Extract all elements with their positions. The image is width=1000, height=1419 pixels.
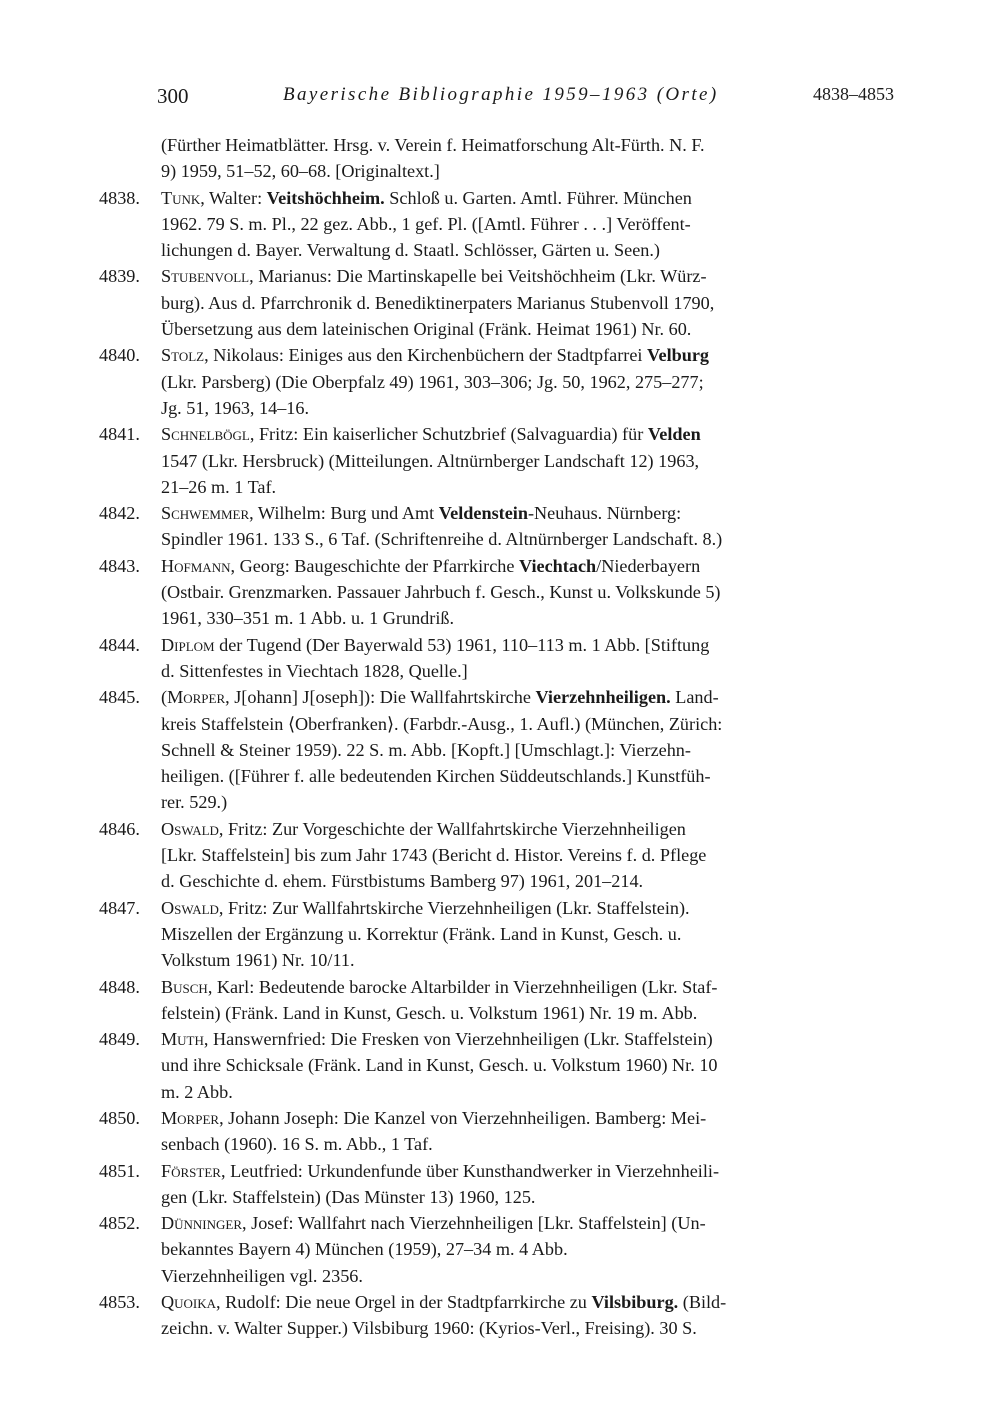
text-line [0, 711, 1000, 737]
entry-number: 4839. [99, 266, 140, 287]
author-name: Oswald [161, 818, 219, 839]
place-name: Velden [647, 424, 701, 445]
entry-number: 4840. [99, 345, 140, 366]
line-text [161, 211, 691, 237]
place-name: Veldenstein [438, 503, 528, 524]
text-line [0, 1052, 1000, 1078]
text-line [0, 632, 1000, 658]
text-segment: d. Sittenfestes in Viechtach 1828, Quelle.] [161, 660, 468, 681]
entry-number: 4845. [99, 687, 140, 708]
line-text [161, 842, 706, 868]
line-text [161, 974, 717, 1000]
text-segment: , Fritz: Ein kaiserlicher Schutzbrief (Salvaguardia) für [249, 424, 648, 445]
line-text [161, 290, 714, 316]
entry-number: 4847. [99, 897, 140, 918]
text-line [0, 237, 1000, 263]
text-segment: senbach (1960). 16 S. m. Abb., 1 Taf. [161, 1134, 433, 1155]
text-line [0, 474, 1000, 500]
line-text [161, 132, 705, 158]
text-segment: lichungen d. Bayer. Verwaltung d. Staatl. Schlösser, Gärten u. Seen.) [161, 240, 660, 261]
text-segment: , Georg: Baugeschichte der Pfarrkirche [230, 555, 520, 576]
entry-number: 4853. [99, 1292, 140, 1313]
text-segment: (Bild- [678, 1292, 727, 1313]
line-text [161, 369, 704, 395]
line-text [161, 579, 721, 605]
line-text [161, 947, 355, 973]
text-line [0, 316, 1000, 342]
entry-number: 4838. [99, 187, 140, 208]
text-line [0, 448, 1000, 474]
line-text [161, 448, 699, 474]
text-segment: Miszellen der Ergänzung u. Korrektur (Fränk. Land in Kunst, Gesch. u. [161, 923, 682, 944]
text-segment: , Marianus: Die Martinskapelle bei Veitshöchheim (Lkr. Würz- [249, 266, 707, 287]
text-line [0, 132, 1000, 158]
text-line [0, 185, 1000, 211]
line-text [161, 237, 660, 263]
entry-number: 4844. [99, 634, 140, 655]
line-text [161, 395, 309, 421]
running-title: Bayerische Bibliographie 1959–1963 (Orte) [283, 84, 719, 105]
text-line [0, 1236, 1000, 1262]
place-name: Velburg [647, 345, 710, 366]
line-text [161, 553, 700, 579]
text-segment: Vierzehnheiligen vgl. 2356. [161, 1265, 363, 1286]
line-text [161, 763, 711, 789]
text-line [0, 1105, 1000, 1131]
text-segment: , J[ohann] J[oseph]): Die Wallfahrtskirche [225, 687, 536, 708]
line-text [161, 1105, 706, 1131]
text-segment: Land- [670, 687, 719, 708]
text-segment: zeichn. v. Walter Supper.) Vilsbiburg 1960: (Kyrios-Verl., Freising). 30 S. [161, 1318, 697, 1339]
text-line [0, 605, 1000, 631]
page-header [157, 84, 894, 114]
text-segment: , Johann Joseph: Die Kanzel von Vierzehnheiligen. Bamberg: Mei- [219, 1107, 707, 1128]
text-segment: m. 2 Abb. [161, 1081, 233, 1102]
author-name: Busch [161, 976, 208, 997]
line-text [161, 1263, 363, 1289]
text-segment: (Ostbair. Grenzmarken. Passauer Jahrbuch f. Gesch., Kunst u. Volkskunde 5) [161, 582, 721, 603]
text-segment: /Niederbayern [596, 555, 701, 576]
line-text [161, 263, 707, 289]
text-segment: Spindler 1961. 133 S., 6 Taf. (Schriftenreihe d. Altnürnberger Landschaft. 8.) [161, 529, 723, 550]
author-name: Diplom [161, 634, 215, 655]
line-text [161, 632, 709, 658]
line-text [161, 1131, 433, 1157]
author-name: Muth [161, 1029, 204, 1050]
line-text [161, 1158, 719, 1184]
text-segment: Volkstum 1961) Nr. 10/11. [161, 950, 355, 971]
text-line [0, 895, 1000, 921]
text-segment: , Hanswernfried: Die Fresken von Vierzehnheiligen (Lkr. Staffelstein) [203, 1029, 713, 1050]
line-text [161, 1184, 535, 1210]
line-text [161, 342, 709, 368]
text-segment: , Walter: [200, 187, 267, 208]
text-line [0, 921, 1000, 947]
line-text [161, 658, 468, 684]
entry-number: 4846. [99, 818, 140, 839]
text-line [0, 553, 1000, 579]
text-line [0, 947, 1000, 973]
text-line [0, 211, 1000, 237]
place-name: Vierzehnheiligen. [535, 687, 671, 708]
entry-number: 4842. [99, 503, 140, 524]
text-line [0, 684, 1000, 710]
text-line [0, 1184, 1000, 1210]
text-line [0, 1158, 1000, 1184]
author-name: Stubenvoll [161, 266, 250, 287]
line-text [161, 158, 440, 184]
text-segment: bekanntes Bayern 4) München (1959), 27–34 m. 4 Abb. [161, 1239, 568, 1260]
text-segment: 21–26 m. 1 Taf. [161, 476, 277, 497]
text-segment: ( [161, 687, 168, 708]
entry-number: 4851. [99, 1160, 140, 1181]
line-text [161, 816, 686, 842]
line-text [161, 526, 722, 552]
place-name: Viechtach [519, 555, 597, 576]
line-text [161, 1079, 233, 1105]
author-name: Oswald [161, 897, 219, 918]
author-name: Dünninger [161, 1213, 243, 1234]
line-text [161, 1052, 718, 1078]
text-segment: burg). Aus d. Pfarrchronik d. Benediktinerpaters Marianus Stubenvoll 1790, [161, 292, 715, 313]
entry-number: 4852. [99, 1213, 140, 1234]
author-name: Quoika [161, 1292, 217, 1313]
text-segment: Schnell & Steiner 1959). 22 S. m. Abb. [Kopft.] [Umschlagt.]: Vierzehn- [161, 739, 691, 760]
text-line [0, 1079, 1000, 1105]
text-line [0, 369, 1000, 395]
entry-number: 4849. [99, 1029, 140, 1050]
line-text [161, 316, 691, 342]
line-text [161, 1026, 713, 1052]
author-name: Hofmann [161, 555, 231, 576]
text-segment: , Leutfried: Urkundenfunde über Kunsthandwerker in Vierzehnheili- [220, 1160, 720, 1181]
text-line [0, 1263, 1000, 1289]
text-line [0, 579, 1000, 605]
text-segment: , Josef: Wallfahrt nach Vierzehnheiligen [Lkr. Staffelstein] (Un- [242, 1213, 706, 1234]
text-line [0, 1000, 1000, 1026]
text-line [0, 526, 1000, 552]
text-segment: 1961, 330–351 m. 1 Abb. u. 1 Grundriß. [161, 608, 455, 629]
text-segment: gen (Lkr. Staffelstein) (Das Münster 13) 1960, 125. [161, 1186, 536, 1207]
author-name: Tunk [161, 187, 201, 208]
text-segment: Übersetzung aus dem lateinischen Original (Fränk. Heimat 1961) Nr. 60. [161, 319, 692, 340]
line-text [161, 1210, 706, 1236]
text-line [0, 263, 1000, 289]
line-text [161, 895, 690, 921]
text-line [0, 421, 1000, 447]
text-segment: , Rudolf: Die neue Orgel in der Stadtpfarrkirche zu [216, 1292, 592, 1313]
author-name: Morper [161, 1107, 220, 1128]
line-text [161, 421, 701, 447]
line-text [161, 684, 719, 710]
text-segment: 1962. 79 S. m. Pl., 22 gez. Abb., 1 gef. Pl. ([Amtl. Führer . . .] Veröffent- [161, 213, 691, 234]
author-name: Schwemmer [161, 503, 250, 524]
text-segment: (Fürther Heimatblätter. Hrsg. v. Verein f. Heimatforschung Alt-Fürth. N. F. [161, 135, 705, 155]
text-line [0, 158, 1000, 184]
author-name: Schnelbögl [161, 424, 250, 445]
bibliography-entries [0, 132, 1000, 1342]
line-text [161, 1315, 697, 1341]
line-text [161, 789, 227, 815]
text-line [0, 763, 1000, 789]
text-segment: -Neuhaus. Nürnberg: [527, 503, 682, 524]
text-segment: felstein) (Fränk. Land in Kunst, Gesch. u. Volkstum 1961) Nr. 19 m. Abb. [161, 1002, 698, 1023]
text-line [0, 842, 1000, 868]
text-segment: , Fritz: Zur Wallfahrtskirche Vierzehnheiligen (Lkr. Staffelstein). [218, 897, 690, 918]
line-text [161, 737, 691, 763]
text-line [0, 816, 1000, 842]
page-number: 300 [157, 84, 189, 108]
entry-number: 4841. [99, 424, 140, 445]
text-line [0, 1315, 1000, 1341]
place-name: Vilsbiburg. [591, 1292, 679, 1313]
text-line [0, 290, 1000, 316]
author-name: Förster [161, 1160, 221, 1181]
text-segment: Schloß u. Garten. Amtl. Führer. München [384, 187, 692, 208]
text-line [0, 974, 1000, 1000]
text-line [0, 342, 1000, 368]
author-name: Morper [167, 687, 226, 708]
text-line [0, 500, 1000, 526]
text-line [0, 789, 1000, 815]
entry-number: 4850. [99, 1107, 140, 1128]
line-text [161, 1236, 568, 1262]
text-line [0, 1210, 1000, 1236]
text-segment: Jg. 51, 1963, 14–16. [161, 397, 310, 418]
line-text [161, 1000, 697, 1026]
text-segment: 9) 1959, 51–52, 60–68. [Originaltext.] [161, 161, 440, 182]
text-segment: , Wilhelm: Burg und Amt [249, 503, 439, 524]
text-segment: 1547 (Lkr. Hersbruck) (Mitteilungen. Altnürnberger Landschaft 12) 1963, [161, 450, 700, 471]
text-segment: , Nikolaus: Einiges aus den Kirchenbüchern der Stadtpfarrei [204, 345, 648, 366]
text-line [0, 1131, 1000, 1157]
text-segment: heiligen. ([Führer f. alle bedeutenden Kirchen Süddeutschlands.] Kunstfüh- [161, 766, 711, 787]
text-segment: [Lkr. Staffelstein] bis zum Jahr 1743 (Bericht d. Histor. Vereins f. d. Pflege [161, 845, 707, 866]
text-segment: und ihre Schicksale (Fränk. Land in Kunst, Gesch. u. Volkstum 1960) Nr. 10 [161, 1055, 718, 1076]
line-text [161, 605, 454, 631]
text-segment: , Karl: Bedeutende barocke Altarbilder in Vierzehnheiligen (Lkr. Staf- [207, 976, 718, 997]
line-text [161, 921, 681, 947]
text-segment: , Fritz: Zur Vorgeschichte der Wallfahrtskirche Vierzehnheiligen [218, 818, 686, 839]
text-line [0, 868, 1000, 894]
line-text [161, 711, 722, 737]
author-name: Stolz [161, 345, 205, 366]
entry-number: 4843. [99, 555, 140, 576]
text-segment: (Lkr. Parsberg) (Die Oberpfalz 49) 1961, 303–306; Jg. 50, 1962, 275–277; [161, 371, 704, 392]
entry-range: 4838–4853 [813, 84, 894, 104]
text-line [0, 658, 1000, 684]
text-segment: d. Geschichte d. ehem. Fürstbistums Bamberg 97) 1961, 201–214. [161, 871, 644, 892]
line-text [161, 868, 643, 894]
line-text [161, 185, 692, 211]
line-text [161, 500, 681, 526]
text-line [0, 395, 1000, 421]
text-segment: rer. 529.) [161, 792, 228, 813]
text-segment: kreis Staffelstein ⟨Oberfranken⟩. (Farbdr.-Ausg., 1. Aufl.) (München, Zürich: [161, 713, 723, 734]
text-line [0, 737, 1000, 763]
entry-number: 4848. [99, 976, 140, 997]
text-line [0, 1289, 1000, 1315]
place-name: Veitshöchheim. [266, 187, 385, 208]
text-segment: der Tugend (Der Bayerwald 53) 1961, 110–113 m. 1 Abb. [Stiftung [214, 634, 710, 655]
text-line [0, 1026, 1000, 1052]
line-text [161, 1289, 726, 1315]
line-text [161, 474, 276, 500]
